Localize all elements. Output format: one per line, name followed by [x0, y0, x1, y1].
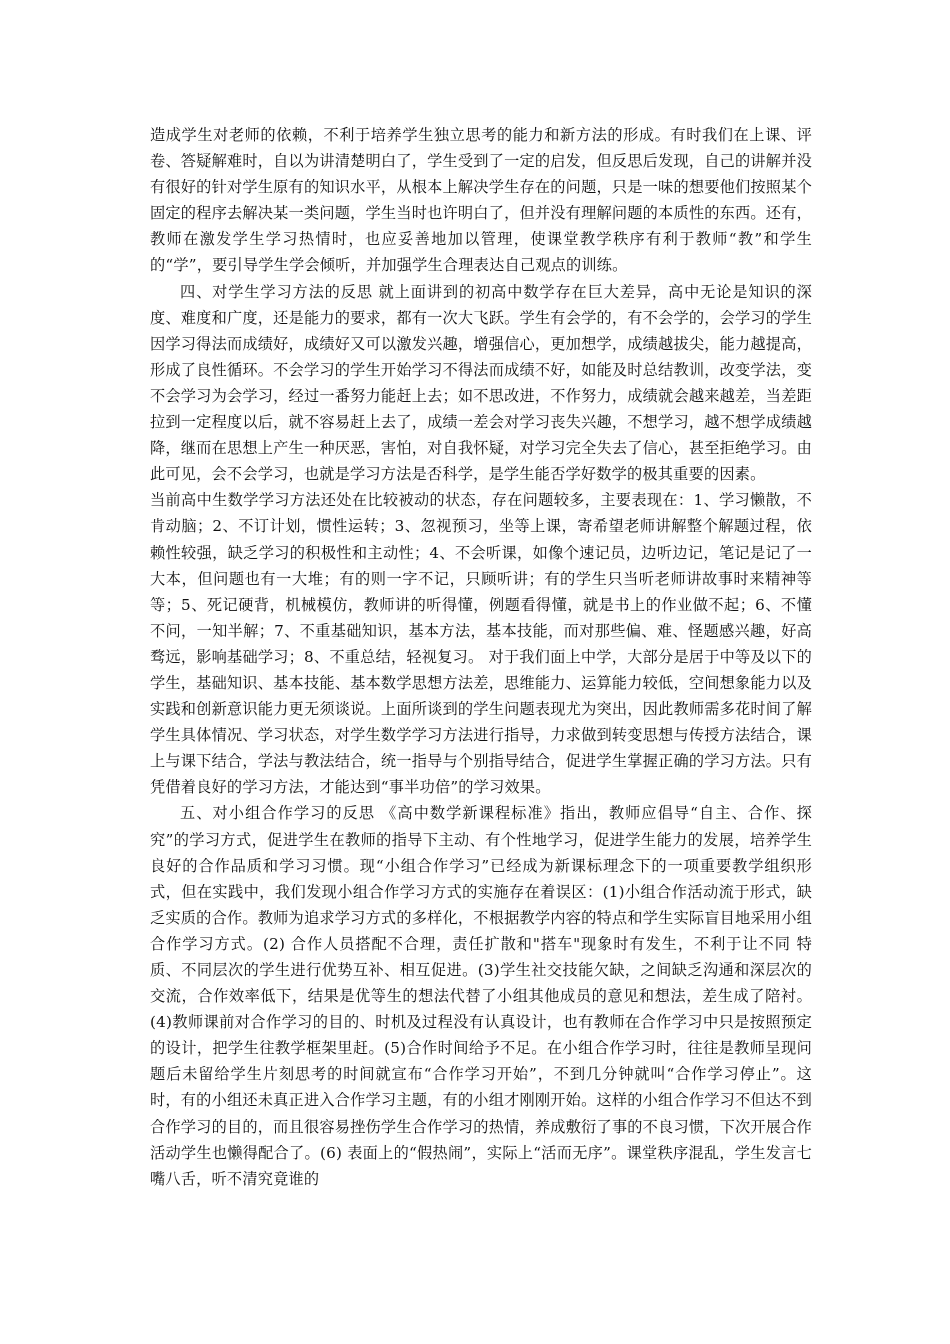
paragraph-learning-methods: 四、对学生学习方法的反思 就上面讲到的初高中数学存在巨大差异，高中无论是知识的深度、难度和广度，还是能力的要求，都有一次大飞跃。学生有会学的，有不会学的，会学习的学生因学习得法而成绩好，成绩好又可以激发兴趣，增强信心，更加想学，成绩越拔尖，能力越提高，形成了良性循环。不会学习的学生开始学习不得法而成绩不好，如能及时总结教训，改变学法，变不会学习为会学习，经过一番努力能赶上去；如不思改进，不作努力，成绩就会越来越差，当差距拉到一定程度以后，就不容易赶上去了，成绩一差会对学习丧失兴趣，不想学习，越不想学成绩越降，继而在思想上产生一种厌恶，害怕，对自我怀疑，对学习完全失去了信心，甚至拒绝学习。由此可见，会不会学习，也就是学习方法是否科学，是学生能否学好数学的极其重要的因素。 [150, 282, 812, 484]
document-body [150, 122, 812, 1192]
paragraph-teacher-dependence: 造成学生对老师的依赖，不利于培养学生独立思考的能力和新方法的形成。有时我们在上课、评卷、答疑解难时，自以为讲清楚明白了，学生受到了一定的启发，但反思后发现，自己的讲解并没有很好的针对学生原有的知识水平，从根本上解决学生存在的问题，只是一味的想要他们按照某个固定的程序去解决某一类问题，学生当时也许明白了，但并没有理解问题的本质性的东西。还有，教师在激发学生学习热情时，也应妥善地加以管理，使课堂教学秩序有利于教师“教”和学生的“学”，要引导学生学会倾听，并加强学生合理表达自己观点的训练。 [150, 126, 812, 275]
paragraph-current-problems: 当前高中生数学学习方法还处在比较被动的状态，存在问题较多，主要表现在：1、学习懒散，不肯动脑；2、不订计划，惯性运转；3、忽视预习，坐等上课，寄希望老师讲解整个解题过程，依赖性较强，缺乏学习的积极性和主动性；4、不会听课，如像个速记员，边听边记，笔记是记了一大本，但问题也有一大堆；有的则一字不记，只顾听讲；有的学生只当听老师讲故事时来精神等等；5、死记硬背，机械模仿，教师讲的听得懂，例题看得懂，就是书上的作业做不起；6、不懂不问，一知半解；7、不重基础知识，基本方法，基本技能，而对那些偏、难、怪题感兴趣，好高骛远，影响基础学习；8、不重总结，轻视复习。 对于我们面上中学，大部分是居于中等及以下的学生，基础知识、基本技能、基本数学思想方法差，思维能力、运算能力较低，空间想象能力以及实践和创新意识能力更无须谈说。上面所谈到的学生问题表现尤为突出，因此教师需多花时间了解学生具体情况、学习状态，对学生数学学习方法进行指导，力求做到转变思想与传授方法结合，课上与课下结合，学法与教法结合，统一指导与个别指导结合，促进学生掌握正确的学习方法。只有凭借着良好的学习方法，才能达到“事半功倍”的学习效果。 [150, 491, 812, 797]
paragraph-group-cooperation: 五、对小组合作学习的反思 《高中数学新课程标准》指出，教师应倡导“自主、合作、探究”的学习方式，促进学生在教师的指导下主动、有个性地学习，促进学生能力的发展，培养学生良好的合作品质和学习习惯。现“小组合作学习”已经成为新课标理念下的一项重要教学组织形式，但在实践中，我们发现小组合作学习方式的实施存在着误区：(1)小组合作活动流于形式，缺乏实质的合作。教师为追求学习方式的多样化，不根据教学内容的特点和学生实际盲目地采用小组合作学习方式。(2) 合作人员搭配不合理，责任扩散和"搭车"现象时有发生，不利于让不同 特质、不同层次的学生进行优势互补、相互促进。(3)学生社交技能欠缺，之间缺乏沟通和深层次的交流，合作效率低下，结果是优等生的想法代替了小组其他成员的意见和想法，差生成了陪衬。(4)教师课前对合作学习的目的、时机及过程没有认真设计，也有教师在合作学习中只是按照预定的设计，把学生往教学框架里赶。(5)合作时间给予不足。在小组合作学习时，往往是教师呈现问题后未留给学生片刻思考的时间就宣布“合作学习开始”，不到几分钟就叫“合作学习停止”。这时，有的小组还未真正进入合作学习主题，有的小组才刚刚开始。这样的小组合作学习不但达不到合作学习的目的，而且很容易挫伤学生合作学习的热情，养成敷衍了事的不良习惯，下次开展合作活动学生也懒得配合了。(6) 表面上的“假热闹”，实际上“活而无序”。课堂秩序混乱，学生发言七嘴八舌，听不清究竟谁的 [150, 804, 812, 1188]
